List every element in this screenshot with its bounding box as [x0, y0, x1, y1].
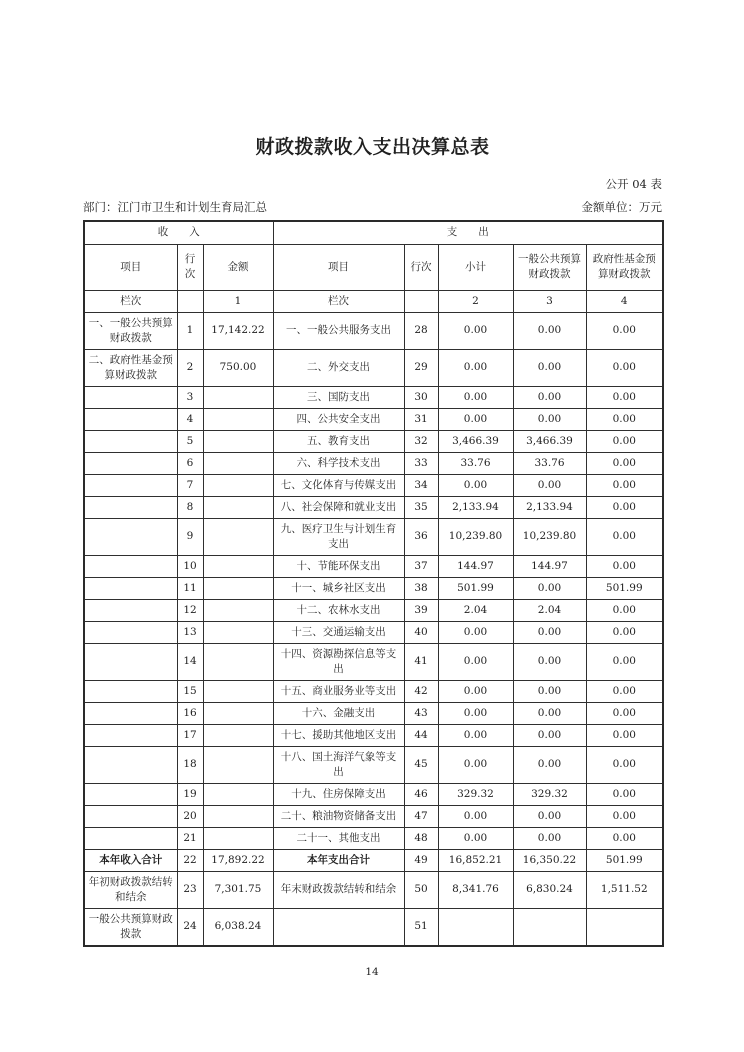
- table-cell: 十八、国土海洋气象等支出: [273, 746, 404, 783]
- table-cell: 50: [404, 871, 438, 908]
- table-row: [84, 805, 663, 827]
- table-cell: [586, 908, 663, 946]
- table-cell: 0.00: [586, 496, 663, 518]
- table-row: [84, 599, 663, 621]
- table-cell: 十七、援助其他地区支出: [273, 724, 404, 746]
- table-row: [84, 518, 663, 555]
- table-cell: [203, 599, 273, 621]
- table-row: [84, 349, 663, 386]
- table-cell: 2,133.94: [438, 496, 513, 518]
- table-cell: [84, 408, 177, 430]
- table-cell: 十、节能环保支出: [273, 555, 404, 577]
- table-cell: 10,239.80: [438, 518, 513, 555]
- table-cell: 24: [177, 908, 203, 946]
- table-cell: [203, 827, 273, 849]
- table-cell: [273, 908, 404, 946]
- table-cell: [84, 680, 177, 702]
- table-cell: 501.99: [586, 849, 663, 871]
- doc-label: 公开 04 表: [605, 177, 662, 191]
- expense-section-header: 支 出: [273, 221, 663, 244]
- department-label: 部门：江门市卫生和计划生育局汇总: [83, 200, 267, 214]
- index-cell: 4: [586, 290, 663, 312]
- table-cell: 10: [177, 555, 203, 577]
- table-row: [84, 908, 663, 946]
- table-row: [84, 430, 663, 452]
- table-cell: 13: [177, 621, 203, 643]
- table-cell: 6,830.24: [513, 871, 586, 908]
- fiscal-summary-table: [83, 220, 664, 947]
- table-row: [84, 871, 663, 908]
- table-cell: [84, 621, 177, 643]
- table-cell: [84, 827, 177, 849]
- table-cell: [203, 518, 273, 555]
- table-cell: [84, 805, 177, 827]
- table-cell: 9: [177, 518, 203, 555]
- page-content: [83, 0, 662, 947]
- table-cell: [84, 783, 177, 805]
- table-cell: [203, 805, 273, 827]
- table-cell: 144.97: [438, 555, 513, 577]
- table-cell: 0.00: [586, 621, 663, 643]
- table-cell: 0.00: [586, 805, 663, 827]
- table-row: [84, 452, 663, 474]
- table-cell: 5: [177, 430, 203, 452]
- table-cell: [84, 430, 177, 452]
- table-cell: 3,466.39: [438, 430, 513, 452]
- table-row: [84, 555, 663, 577]
- table-cell: 6,038.24: [203, 908, 273, 946]
- table-cell: 15: [177, 680, 203, 702]
- table-cell: [84, 599, 177, 621]
- table-cell: [203, 474, 273, 496]
- table-cell: 7,301.75: [203, 871, 273, 908]
- table-cell: 11: [177, 577, 203, 599]
- table-cell: 十六、金融支出: [273, 702, 404, 724]
- col-header-income-amount: 金额: [203, 244, 273, 290]
- table-cell: [84, 474, 177, 496]
- table-cell: [203, 577, 273, 599]
- table-cell: 0.00: [513, 577, 586, 599]
- table-cell: 3,466.39: [513, 430, 586, 452]
- table-cell: 八、社会保障和就业支出: [273, 496, 404, 518]
- table-cell: 31: [404, 408, 438, 430]
- table-cell: [84, 452, 177, 474]
- table-cell: 十四、资源勘探信息等支出: [273, 643, 404, 680]
- table-cell: 0.00: [586, 599, 663, 621]
- table-cell: [203, 452, 273, 474]
- table-cell: 2: [177, 349, 203, 386]
- table-cell: 2,133.94: [513, 496, 586, 518]
- table-cell: [438, 908, 513, 946]
- index-cell: 3: [513, 290, 586, 312]
- table-cell: 六、科学技术支出: [273, 452, 404, 474]
- table-cell: 23: [177, 871, 203, 908]
- table-row: [84, 702, 663, 724]
- table-cell: 0.00: [438, 312, 513, 349]
- table-cell: 0.00: [586, 430, 663, 452]
- table-cell: 0.00: [586, 518, 663, 555]
- table-cell: 36: [404, 518, 438, 555]
- table-cell: 十三、交通运输支出: [273, 621, 404, 643]
- table-row: [84, 783, 663, 805]
- col-header-gov-fund: 政府性基金预算财政拨款: [586, 244, 663, 290]
- table-cell: 十二、农林水支出: [273, 599, 404, 621]
- table-cell: 0.00: [438, 805, 513, 827]
- table-cell: 0.00: [586, 474, 663, 496]
- table-cell: 年末财政拨款结转和结余: [273, 871, 404, 908]
- column-index-row: [84, 290, 663, 312]
- table-cell: 0.00: [513, 621, 586, 643]
- table-cell: 0.00: [438, 408, 513, 430]
- table-cell: [513, 908, 586, 946]
- index-cell: 栏次: [84, 290, 177, 312]
- table-cell: 0.00: [513, 386, 586, 408]
- table-cell: 44: [404, 724, 438, 746]
- table-cell: 750.00: [203, 349, 273, 386]
- table-cell: 144.97: [513, 555, 586, 577]
- col-header-subtotal: 小计: [438, 244, 513, 290]
- table-cell: 33.76: [438, 452, 513, 474]
- table-cell: 7: [177, 474, 203, 496]
- table-cell: 17,142.22: [203, 312, 273, 349]
- table-cell: 二、外交支出: [273, 349, 404, 386]
- table-cell: 0.00: [513, 827, 586, 849]
- table-cell: 0.00: [438, 702, 513, 724]
- table-cell: 0.00: [438, 349, 513, 386]
- table-cell: 8: [177, 496, 203, 518]
- table-cell: 0.00: [438, 746, 513, 783]
- table-cell: [203, 702, 273, 724]
- page-title: 财政拨款收入支出决算总表: [255, 136, 490, 158]
- table-cell: [84, 724, 177, 746]
- table-cell: 0.00: [586, 452, 663, 474]
- table-cell: 0.00: [513, 680, 586, 702]
- table-row: [84, 621, 663, 643]
- table-cell: 10,239.80: [513, 518, 586, 555]
- table-cell: 19: [177, 783, 203, 805]
- table-cell: 年初财政拨款结转和结余: [84, 871, 177, 908]
- table-cell: [203, 430, 273, 452]
- table-cell: [84, 555, 177, 577]
- table-cell: [84, 643, 177, 680]
- table-cell: 48: [404, 827, 438, 849]
- table-cell: 0.00: [513, 724, 586, 746]
- table-row: [84, 474, 663, 496]
- table-cell: [84, 496, 177, 518]
- table-cell: [203, 643, 273, 680]
- table-cell: 0.00: [513, 702, 586, 724]
- table-cell: 四、公共安全支出: [273, 408, 404, 430]
- table-cell: 0.00: [513, 474, 586, 496]
- table-cell: 0.00: [586, 746, 663, 783]
- table-row: [84, 849, 663, 871]
- table-cell: 二十、粮油物资储备支出: [273, 805, 404, 827]
- table-cell: [84, 577, 177, 599]
- table-cell: 二、政府性基金预算财政拨款: [84, 349, 177, 386]
- table-cell: 0.00: [438, 643, 513, 680]
- table-cell: 51: [404, 908, 438, 946]
- table-cell: 6: [177, 452, 203, 474]
- table-cell: 20: [177, 805, 203, 827]
- table-cell: 501.99: [438, 577, 513, 599]
- table-cell: 14: [177, 643, 203, 680]
- table-cell: 0.00: [586, 386, 663, 408]
- table-cell: [84, 746, 177, 783]
- table-cell: 329.32: [438, 783, 513, 805]
- table-cell: 12: [177, 599, 203, 621]
- table-cell: 2.04: [438, 599, 513, 621]
- col-header-general-budget: 一般公共预算财政拨款: [513, 244, 586, 290]
- col-header-expense-item: 项目: [273, 244, 404, 290]
- table-cell: [84, 702, 177, 724]
- table-row: [84, 724, 663, 746]
- table-cell: 0.00: [586, 408, 663, 430]
- table-cell: 28: [404, 312, 438, 349]
- table-cell: 329.32: [513, 783, 586, 805]
- table-cell: 17: [177, 724, 203, 746]
- table-cell: 46: [404, 783, 438, 805]
- table-cell: 22: [177, 849, 203, 871]
- table-row: [84, 386, 663, 408]
- table-body: [84, 312, 663, 946]
- table-cell: 0.00: [586, 643, 663, 680]
- table-cell: 七、文化体育与传媒支出: [273, 474, 404, 496]
- table-cell: [203, 621, 273, 643]
- table-cell: [203, 386, 273, 408]
- table-cell: 17,892.22: [203, 849, 273, 871]
- table-cell: [84, 386, 177, 408]
- table-cell: 0.00: [586, 702, 663, 724]
- table-cell: 41: [404, 643, 438, 680]
- table-cell: 一、一般公共服务支出: [273, 312, 404, 349]
- table-cell: 37: [404, 555, 438, 577]
- table-cell: 35: [404, 496, 438, 518]
- table-cell: 29: [404, 349, 438, 386]
- table-cell: [203, 746, 273, 783]
- table-cell: 1: [177, 312, 203, 349]
- column-header-row: [84, 244, 663, 290]
- table-cell: 0.00: [438, 386, 513, 408]
- table-cell: 0.00: [513, 746, 586, 783]
- table-cell: 一、一般公共预算财政拨款: [84, 312, 177, 349]
- table-cell: 0.00: [586, 555, 663, 577]
- table-cell: 九、医疗卫生与计划生育支出: [273, 518, 404, 555]
- table-cell: 0.00: [586, 724, 663, 746]
- table-cell: 45: [404, 746, 438, 783]
- table-cell: 十一、城乡社区支出: [273, 577, 404, 599]
- table-row: [84, 496, 663, 518]
- table-cell: [203, 680, 273, 702]
- page-number: 14: [365, 966, 379, 978]
- table-cell: 16,852.21: [438, 849, 513, 871]
- section-header-row: [84, 221, 663, 244]
- table-cell: 0.00: [513, 312, 586, 349]
- table-cell: 501.99: [586, 577, 663, 599]
- table-cell: 4: [177, 408, 203, 430]
- table-cell: 三、国防支出: [273, 386, 404, 408]
- table-cell: [203, 555, 273, 577]
- table-cell: 0.00: [438, 827, 513, 849]
- table-cell: 47: [404, 805, 438, 827]
- col-header-expense-line: 行次: [404, 244, 438, 290]
- table-cell: 38: [404, 577, 438, 599]
- index-cell: 栏次: [273, 290, 404, 312]
- table-cell: 34: [404, 474, 438, 496]
- table-cell: 0.00: [586, 783, 663, 805]
- income-section-header: 收 入: [84, 221, 273, 244]
- table-cell: 42: [404, 680, 438, 702]
- table-row: [84, 746, 663, 783]
- col-header-income-line: 行次: [177, 244, 203, 290]
- table-cell: [84, 518, 177, 555]
- table-cell: [203, 408, 273, 430]
- index-cell: [177, 290, 203, 312]
- table-row: [84, 408, 663, 430]
- table-cell: 0.00: [586, 349, 663, 386]
- table-cell: 16,350.22: [513, 849, 586, 871]
- index-cell: 2: [438, 290, 513, 312]
- table-cell: 8,341.76: [438, 871, 513, 908]
- table-cell: 43: [404, 702, 438, 724]
- table-cell: 49: [404, 849, 438, 871]
- table-cell: 40: [404, 621, 438, 643]
- table-cell: 30: [404, 386, 438, 408]
- table-cell: 0.00: [438, 621, 513, 643]
- table-cell: 3: [177, 386, 203, 408]
- table-cell: 0.00: [513, 408, 586, 430]
- table-cell: [203, 496, 273, 518]
- table-cell: 1,511.52: [586, 871, 663, 908]
- table-cell: 33: [404, 452, 438, 474]
- table-cell: 本年收入合计: [84, 849, 177, 871]
- unit-label: 金额单位：万元: [581, 200, 662, 214]
- table-cell: 32: [404, 430, 438, 452]
- table-cell: 18: [177, 746, 203, 783]
- table-cell: [203, 724, 273, 746]
- meta-row: [83, 199, 662, 215]
- table-cell: 十九、住房保障支出: [273, 783, 404, 805]
- table-cell: 五、教育支出: [273, 430, 404, 452]
- table-cell: 本年支出合计: [273, 849, 404, 871]
- index-cell: 1: [203, 290, 273, 312]
- col-header-income-item: 项目: [84, 244, 177, 290]
- table-cell: 16: [177, 702, 203, 724]
- table-cell: 21: [177, 827, 203, 849]
- table-cell: [203, 783, 273, 805]
- table-row: [84, 827, 663, 849]
- table-row: [84, 680, 663, 702]
- table-cell: 一般公共预算财政拨款: [84, 908, 177, 946]
- table-cell: 0.00: [586, 312, 663, 349]
- table-row: [84, 643, 663, 680]
- table-cell: 0.00: [586, 680, 663, 702]
- table-cell: 33.76: [513, 452, 586, 474]
- index-cell: [404, 290, 438, 312]
- table-cell: 二十一、其他支出: [273, 827, 404, 849]
- table-row: [84, 312, 663, 349]
- table-cell: 十五、商业服务业等支出: [273, 680, 404, 702]
- table-row: [84, 577, 663, 599]
- table-cell: 0.00: [586, 827, 663, 849]
- table-cell: 0.00: [513, 805, 586, 827]
- table-cell: 0.00: [438, 680, 513, 702]
- table-cell: 0.00: [438, 724, 513, 746]
- table-cell: 0.00: [438, 474, 513, 496]
- table-cell: 2.04: [513, 599, 586, 621]
- table-cell: 39: [404, 599, 438, 621]
- table-cell: 0.00: [513, 643, 586, 680]
- table-cell: 0.00: [513, 349, 586, 386]
